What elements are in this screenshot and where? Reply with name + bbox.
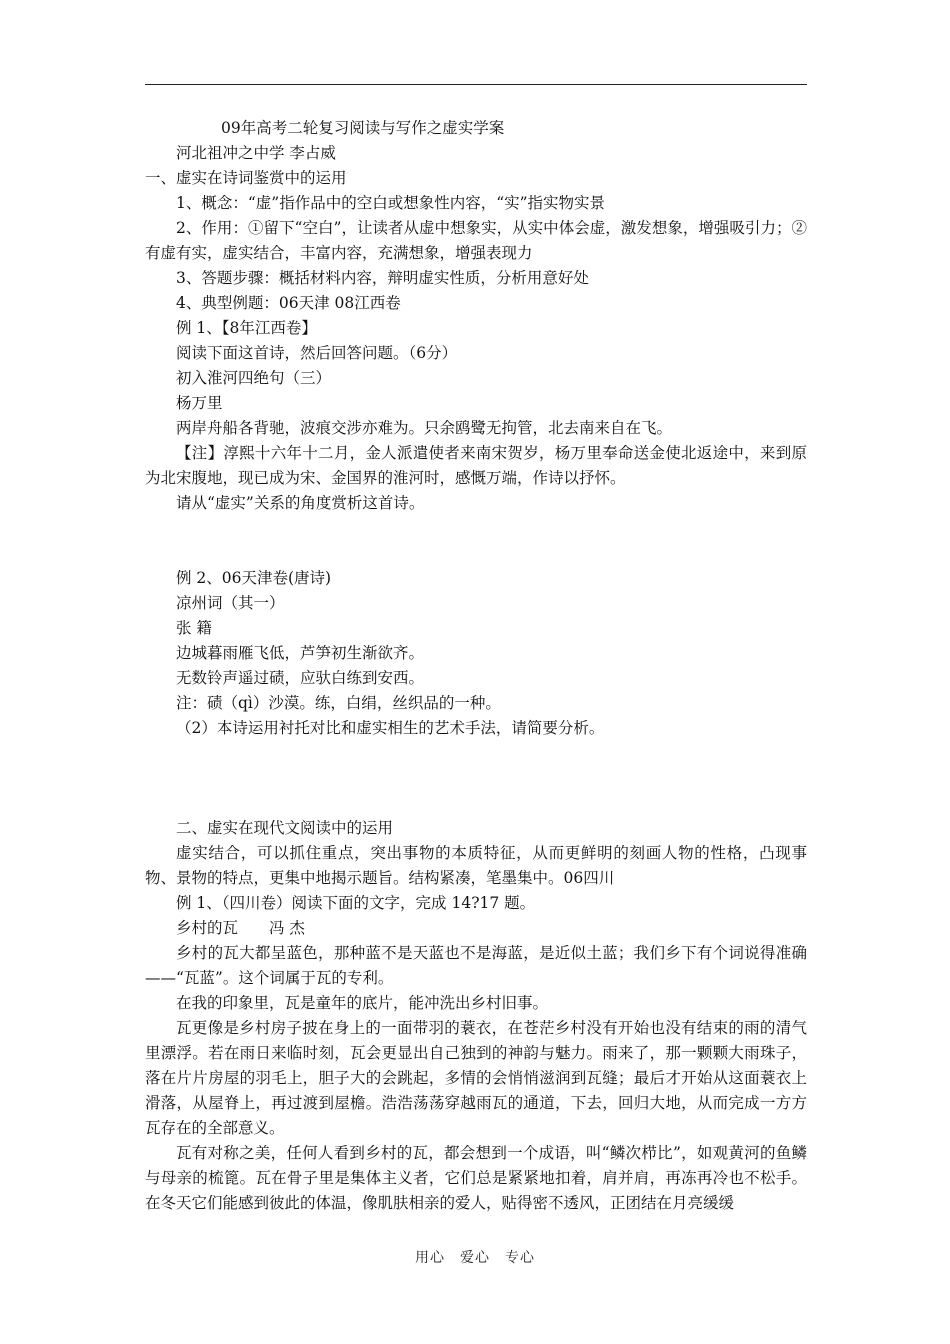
poem-title: 凉州词（其一） — [176, 594, 285, 612]
paragraph: 虚实结合，可以抓住重点，突出事物的本质特征，从而更鲜明的刻画人物的性格，凸现事物、景物的特点，更集中地揭示题旨。结构紧凑，笔墨集中。06四川 — [145, 844, 807, 887]
example-label: 例 2、06天津卷(唐诗) — [176, 569, 332, 587]
section-heading-1: 一、虚实在诗词鉴赏中的运用 — [145, 169, 347, 187]
question: 请从“虚实”关系的角度赏析这首诗。 — [176, 494, 425, 512]
poem-line: 无数铃声遥过碛，应驮白练到安西。 — [176, 669, 425, 687]
page-footer: 用心 爱心 专心 — [415, 1250, 535, 1266]
answer-space — [145, 741, 807, 816]
example-label: 例 1、（四川卷）阅读下面的文字，完成 14?17 题。 — [176, 894, 536, 912]
document-title: 09年高考二轮复习阅读与写作之虚实学案 — [221, 119, 505, 137]
poem-text: 两岸舟船各背驰，波痕交涉亦难为。只余鸥鹭无拘管，北去南来自在飞。 — [176, 419, 673, 437]
poem-line: 边城暮雨雁飞低，芦笋初生渐欲齐。 — [176, 644, 425, 662]
header-rule — [145, 84, 807, 85]
author-line: 河北祖冲之中学 李占威 — [176, 144, 336, 162]
poem-note: 【注】淳熙十六年十二月，金人派遣使者来南宋贺岁，杨万里奉命送金使北返途中，来到原为北宋腹地，现已成为宋、金国界的淮河时，感慨万端，作诗以抒怀。 — [145, 444, 807, 487]
poet-name: 杨万里 — [176, 394, 223, 412]
poem-note: 注：碛（qì）沙漠。练，白绢，丝织品的一种。 — [176, 694, 501, 712]
paragraph: 2、作用：①留下“空白”，让读者从虚中想象实，从实中体会虚，激发想象，增强吸引力；②有虚有实，虚实结合，丰富内容，充满想象，增强表现力 — [145, 219, 807, 262]
section-heading-2: 二、虚实在现代文阅读中的运用 — [176, 819, 394, 837]
article-title: 乡村的瓦 冯 杰 — [176, 919, 305, 937]
paragraph: 1、概念：“虚”指作品中的空白或想象性内容，“实”指实物实景 — [176, 194, 606, 212]
paragraph: 3、答题步骤：概括材料内容，辩明虚实性质，分析用意好处 — [176, 269, 589, 287]
example-label: 例 1、【8年江西卷】 — [176, 319, 317, 337]
example-instruction: 阅读下面这首诗，然后回答问题。（6分） — [176, 344, 458, 362]
article-paragraph: 乡村的瓦大都呈蓝色，那种蓝不是天蓝也不是海蓝，是近似土蓝；我们乡下有个词说得准确——“瓦蓝”。这个词属于瓦的专利。 — [145, 944, 807, 987]
poet-name: 张 籍 — [176, 619, 212, 637]
poem-title: 初入淮河四绝句（三） — [176, 369, 332, 387]
answer-space — [145, 516, 807, 566]
paragraph: 4、典型例题：06天津 08江西卷 — [176, 294, 401, 312]
article-paragraph: 瓦有对称之美，任何人看到乡村的瓦，都会想到一个成语，叫“鳞次栉比”，如观黄河的鱼鳞与母亲的梳篦。瓦在骨子里是集体主义者，它们总是紧紧地扣着，肩并肩，再冻再冷也不松手。在冬天它们能感到彼此的体温，像肌肤相亲的爱人，贴得密不透风，正团结在月亮缓缓 — [145, 1144, 807, 1212]
document-body — [145, 116, 807, 1216]
article-paragraph: 瓦更像是乡村房子披在身上的一面带羽的蓑衣，在苍茫乡村没有开始也没有结束的雨的清气里漂浮。若在雨日来临时刻，瓦会更显出自己独到的神韵与魅力。雨来了，那一颗颗大雨珠子，落在片片房屋的羽毛上，胆子大的会跳起，多情的会悄悄滋润到瓦缝；最后才开始从这面蓑衣上滑落，从屋脊上，再过渡到屋檐。浩浩荡荡穿越雨瓦的通道，下去，回归大地，从而完成一方方瓦存在的全部意义。 — [145, 1019, 807, 1137]
article-paragraph: 在我的印象里，瓦是童年的底片，能冲洗出乡村旧事。 — [176, 994, 549, 1012]
question: （2）本诗运用衬托对比和虚实相生的艺术手法，请简要分析。 — [176, 719, 605, 737]
